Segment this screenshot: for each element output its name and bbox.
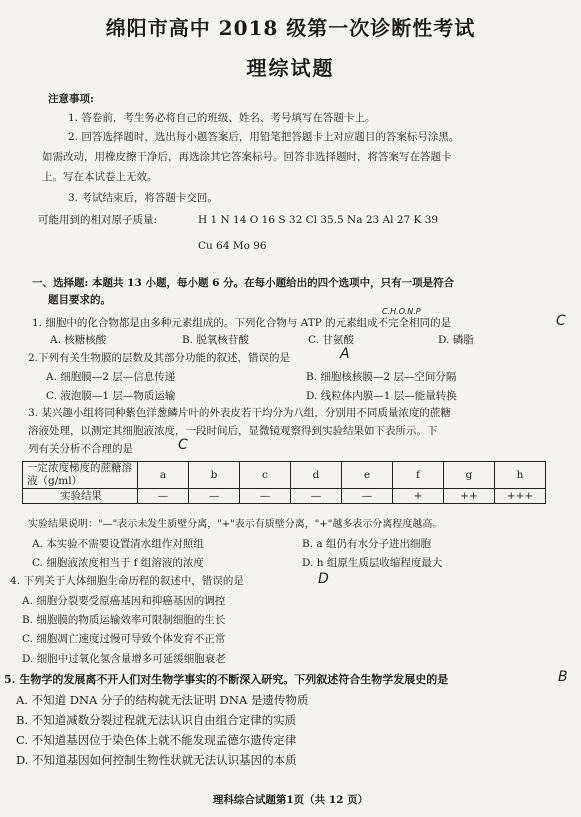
atomic-mass-line-1: H 1 N 14 O 16 S 32 Cl 35.5 Na 23 Al 27 K 39	[198, 214, 439, 226]
q3-handwritten-answer: C	[178, 437, 188, 453]
q3-option-c: C. 细胞液浓度相当于 f 组溶液的浓度	[32, 557, 204, 569]
q4-option-a: A. 细胞分裂要受原癌基因和抑癌基因的调控	[22, 595, 226, 607]
table-cell: ++	[444, 489, 495, 504]
q3-option-d: D. h 组原生质层收缩程度最大	[302, 557, 443, 569]
q5-option-a: A. 不知道 DNA 分子的结构就无法证明 DNA 是遗传物质	[16, 693, 309, 707]
table-header-cell: f	[393, 462, 444, 489]
table-cell: +	[393, 489, 444, 504]
table-header-cell: a	[138, 462, 189, 489]
q1-option-b: B. 脱氧核苷酸	[182, 334, 249, 346]
q5-handwritten-answer: B	[558, 669, 568, 685]
atomic-mass-label: 可能用到的相对原子质量:	[38, 214, 158, 226]
q1-option-a: A. 核糖核酸	[50, 334, 107, 346]
q3-stem-cont: 溶液处理，以测定其细胞液浓度，一段时间后，显微镜观察得到实验结果如下表所示。下	[28, 425, 438, 437]
q3-results-table	[22, 461, 546, 504]
section-heading: 一、选择题: 本题共 13 小题，每小题 6 分。在每小题给出的四个选项中，只有一项是符合	[32, 277, 455, 289]
q4-option-d: D. 细胞中过氧化氢含量增多可延缓细胞衰老	[22, 653, 226, 665]
notice-item-2-cont: 如需改动，用橡皮擦干净后，再选涂其它答案标号。回答非选择题时，将答案写在答题卡	[42, 151, 452, 163]
q1-handwritten-answer: C	[556, 313, 566, 329]
q4-stem: 4. 下列关于人体细胞生命历程的叙述中，错误的是	[10, 575, 244, 587]
notice-item-2-end: 上。写在本试卷上无效。	[42, 171, 158, 183]
table-header-cell: c	[240, 462, 291, 489]
q2-option-d: D. 线粒体内膜—1 层—能量转换	[306, 390, 457, 402]
q1-annotation: C.H.O.N.P	[382, 307, 421, 316]
table-header-cell: h	[495, 462, 546, 489]
atomic-mass-line-2: Cu 64 Mo 96	[198, 240, 267, 252]
exam-subtitle: 理综试题	[246, 56, 335, 80]
table-cell: —	[189, 489, 240, 504]
table-row-label-result: 实验结果	[23, 489, 138, 504]
table-cell: +++	[495, 489, 546, 504]
q1-stem: 1. 细胞中的化合物都是由多种元素组成的。下列化合物与 ATP 的元素组成不完全相同的是	[32, 317, 452, 329]
q4-option-b: B. 细胞膜的物质运输效率可限制细胞的生长	[22, 614, 226, 626]
q5-option-c: C. 不知道基因位于染色体上就不能发现孟德尔遗传定律	[16, 733, 297, 747]
q4-option-c: C. 细胞凋亡速度过慢可导致个体发育不正常	[22, 633, 226, 645]
notice-heading: 注意事项:	[48, 93, 94, 105]
q1-option-d: D. 磷脂	[438, 334, 474, 346]
q3-note: 实验结果说明："—"表示未发生质壁分离，"+"表示有质壁分离，"+"越多表示分离程度越高。	[28, 519, 443, 530]
notice-item-3: 3. 考试结束后，将答题卡交回。	[68, 192, 218, 204]
q5-option-d: D. 不知道基因如何控制生物性状就无法认识基因的本质	[16, 753, 297, 767]
table-cell: —	[342, 489, 393, 504]
q2-option-c: C. 液泡膜—1 层—物质运输	[46, 390, 176, 402]
q1-option-c: C. 甘氨酸	[308, 334, 354, 346]
q5-stem: 5. 生物学的发展离不开人们对生物学事实的不断深入研究。下列叙述符合生物学发展史的是	[4, 673, 449, 686]
table-cell: —	[138, 489, 189, 504]
table-cell: —	[291, 489, 342, 504]
table-header-cell: b	[189, 462, 240, 489]
q2-handwritten-answer: A	[340, 346, 350, 362]
table-row	[23, 489, 546, 504]
q3-option-b: B. a 组仍有水分子进出细胞	[302, 538, 431, 550]
q3-stem: 3. 某兴趣小组将同种紫色洋葱鳞片叶的外表皮若干均分为八组，分别用不同质量浓度的蔗糖	[28, 407, 451, 419]
notice-item-2: 2. 回答选择题时，选出每小题答案后，用铅笔把答题卡上对应题目的答案标号涂黑。	[68, 131, 460, 143]
table-row	[23, 462, 546, 489]
table-header-cell: g	[444, 462, 495, 489]
q5-option-b: B. 不知道减数分裂过程就无法认识自由组合定律的实质	[16, 713, 297, 727]
q2-option-b: B. 细胞核核膜—2 层—空间分隔	[306, 371, 457, 383]
exam-title: 绵阳市高中 2018 级第一次诊断性考试	[105, 16, 476, 40]
page-footer: 理科综合试题第1页（共 12 页）	[212, 794, 369, 806]
table-cell: —	[240, 489, 291, 504]
table-header-cell: e	[342, 462, 393, 489]
q3-option-a: A. 本实验不需要设置清水组作对照组	[32, 538, 204, 550]
table-row-label-concentration: 一定浓度梯度的蔗糖溶液（g/ml）	[23, 462, 138, 489]
q2-stem: 2.下列有关生物膜的层数及其部分功能的叙述，错误的是	[28, 352, 291, 364]
q3-stem-end: 列有关分析不合理的是	[28, 443, 133, 455]
section-heading-cont: 题目要求的。	[48, 294, 111, 306]
q2-option-a: A. 细胞膜—2 层—信息传递	[46, 371, 176, 383]
notice-item-1: 1. 答卷前，考生务必将自己的班级、姓名、考号填写在答题卡上。	[68, 112, 376, 124]
table-header-cell: d	[291, 462, 342, 489]
q4-handwritten-answer: D	[318, 571, 329, 587]
